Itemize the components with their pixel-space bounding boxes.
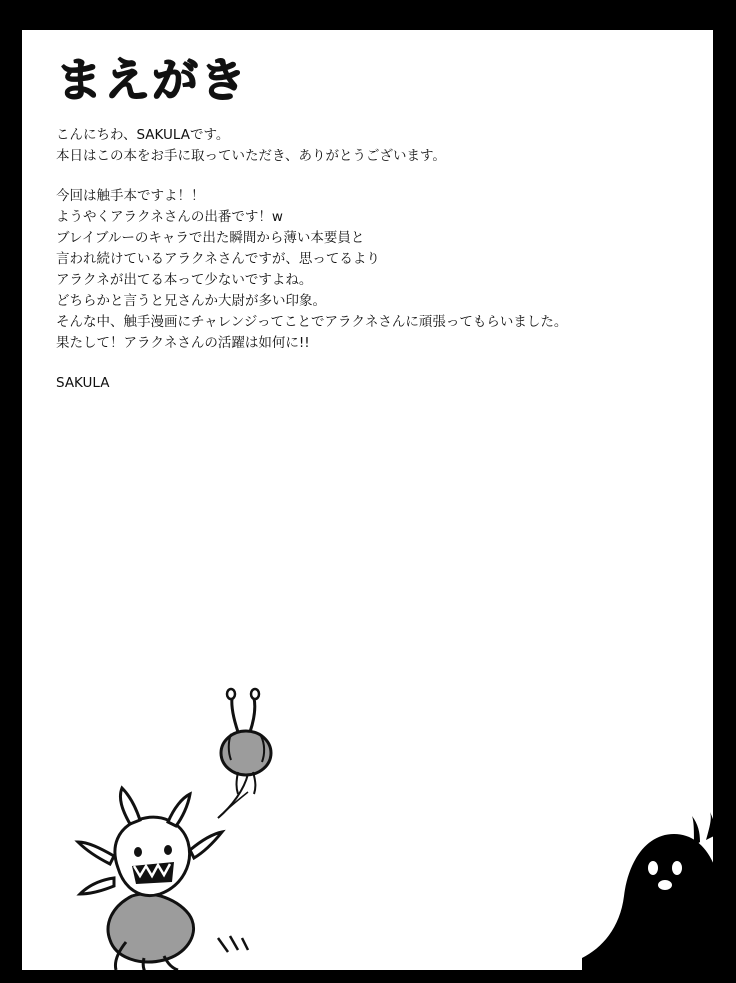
preface-body: [56, 125, 656, 394]
arakune-mascot-icon: [78, 788, 222, 970]
text-line: 今回は触手本ですよ！！: [56, 188, 205, 204]
text-line: そんな中、触手漫画にチャレンジってことでアラクネさんに頑張ってもらいました。: [56, 314, 568, 330]
silk-thread-icon: [218, 774, 248, 818]
text-line: 果たして！アラクネさんの活躍は如何に!!: [56, 335, 310, 351]
page-title: まえがき: [56, 53, 248, 107]
silk-thread-icon: [218, 792, 248, 818]
signature: [56, 373, 656, 394]
text-line: ようやくアラクネさんの出番です！w: [56, 209, 283, 225]
text-line: 本日はこの本をお手に取っていただき、ありがとうございます。: [56, 148, 446, 164]
text-line: SAKULA: [56, 375, 110, 391]
paragraph: [56, 186, 656, 354]
text-line: どちらかと言うと兄さんか大尉が多い印象。: [56, 293, 326, 309]
text-line: こんにちわ、SAKULAです。: [56, 127, 230, 143]
motion-lines-icon: [218, 936, 248, 952]
black-ghost-icon: [582, 812, 713, 970]
document-paper: [22, 30, 713, 970]
text-line: アラクネが出てる本って少ないですよね。: [56, 272, 313, 288]
text-line: 言われ続けているアラクネさんですが、思ってるより: [56, 251, 380, 267]
paragraph: [56, 125, 656, 167]
text-line: ブレイブルーのキャラで出た瞬間から薄い本要員と: [56, 230, 365, 246]
hanging-blob-icon: [221, 689, 271, 794]
